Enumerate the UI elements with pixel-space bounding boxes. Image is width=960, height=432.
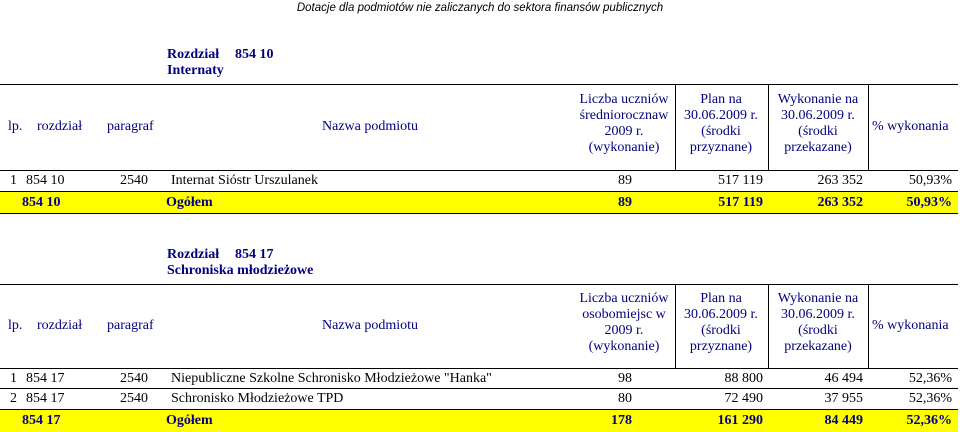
header-nazwa: Nazwa podmiotu xyxy=(322,119,419,134)
row-border xyxy=(0,409,958,410)
header-liczba: Liczba uczniów osobomiejsc w 2009 r. (wykonanie) xyxy=(579,291,669,354)
header-paragraf: paragraf xyxy=(107,318,154,333)
header-wykonanie: Wykonanie na 30.06.2009 r. (środki przekazane) xyxy=(777,291,859,354)
chapter-label: Rozdział xyxy=(167,247,220,262)
chapter-name: Schroniska młodzieżowe xyxy=(167,263,314,278)
header-rozdzial: rozdział xyxy=(37,318,83,333)
header-procent: % wykonania xyxy=(872,318,949,333)
header-lp: lp. xyxy=(8,119,23,134)
header-top-border xyxy=(0,284,958,285)
col-divider xyxy=(675,85,676,171)
header-plan: Plan na 30.06.2009 r. (środki przyznane) xyxy=(684,291,758,354)
col-divider xyxy=(768,285,769,369)
header-top-border xyxy=(0,84,958,85)
total-row: 854 17 Ogółem 178 161 290 84 449 52,36% xyxy=(0,409,958,432)
col-divider xyxy=(868,85,869,171)
header-plan: Plan na 30.06.2009 r. (środki przyznane) xyxy=(684,92,758,155)
col-divider xyxy=(868,285,869,369)
row-border xyxy=(0,191,958,192)
row-border xyxy=(0,213,958,214)
section-title xyxy=(167,247,313,279)
header-lp: lp. xyxy=(8,318,23,333)
col-divider xyxy=(675,285,676,369)
header-procent: % wykonania xyxy=(872,119,949,134)
header-paragraf: paragraf xyxy=(107,119,154,134)
header-rozdzial: rozdział xyxy=(37,119,83,134)
header-wykonanie: Wykonanie na 30.06.2009 r. (środki przekazane) xyxy=(777,92,859,155)
page-header: Dotacje dla podmiotów nie zaliczanych do sektora finansów publicznych xyxy=(296,2,664,14)
header-nazwa: Nazwa podmiotu xyxy=(322,318,419,333)
total-row: 854 10 Ogółem 89 517 119 263 352 50,93% xyxy=(0,191,958,213)
chapter-name: Internaty xyxy=(167,63,224,78)
header-liczba: Liczba uczniów średniorocznaw 2009 r. (wykonanie) xyxy=(579,92,669,155)
chapter-label: Rozdział xyxy=(167,47,220,62)
col-divider xyxy=(768,85,769,171)
chapter-code: 854 10 xyxy=(235,47,274,62)
section-title xyxy=(167,47,274,79)
chapter-code: 854 17 xyxy=(235,247,274,262)
